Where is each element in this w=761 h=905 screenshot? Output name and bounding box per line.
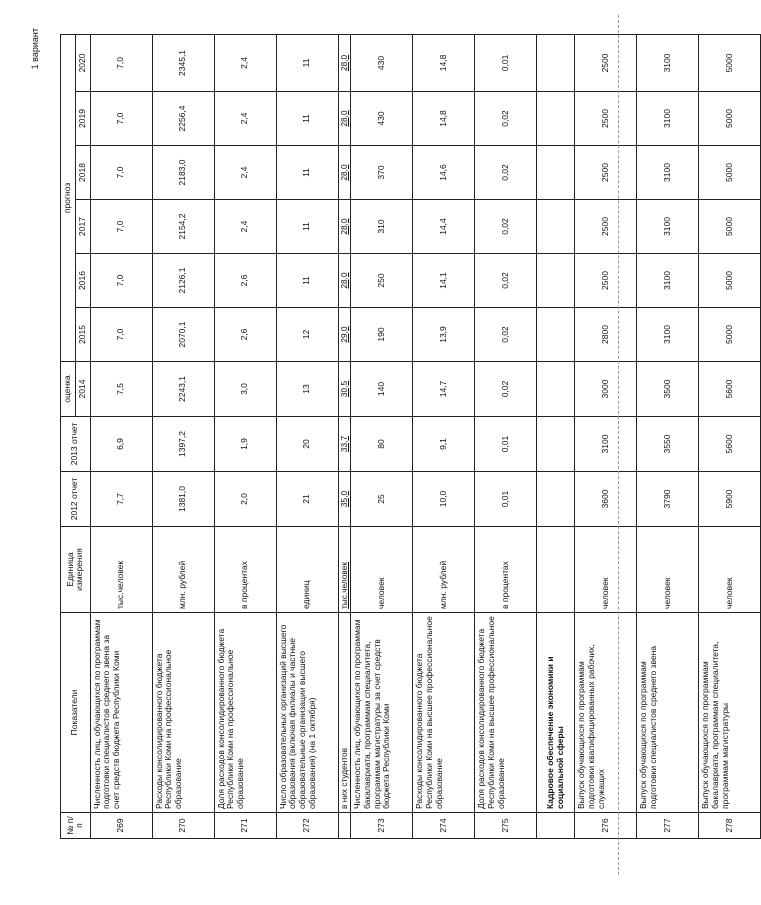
value-cell: 2500 bbox=[575, 254, 637, 308]
value-cell: 2500 bbox=[575, 92, 637, 146]
value-cell: 2,0 bbox=[214, 472, 276, 527]
unit-cell: млн. рублей bbox=[413, 527, 475, 613]
unit-cell: человек bbox=[351, 527, 413, 613]
header-year: 2016 bbox=[75, 254, 90, 308]
value-cell: 2126,1 bbox=[152, 254, 214, 308]
value-cell bbox=[537, 146, 575, 200]
value-cell bbox=[537, 200, 575, 254]
indicator-name: в них студентов bbox=[338, 613, 351, 813]
value-cell: 2500 bbox=[575, 34, 637, 91]
value-cell: 28,0 bbox=[338, 254, 351, 308]
value-cell: 14,6 bbox=[413, 146, 475, 200]
indicator-name: Расходы консолидированного бюджета Республики Коми на профессиональное образование bbox=[152, 613, 214, 813]
value-cell: 13 bbox=[276, 362, 338, 417]
row-number: 272 bbox=[276, 813, 338, 839]
header-unit: Единица измерения bbox=[61, 527, 91, 613]
value-cell: 1,9 bbox=[214, 417, 276, 472]
value-cell: 2,4 bbox=[214, 146, 276, 200]
value-cell: 7,0 bbox=[90, 146, 152, 200]
row-number: 270 bbox=[152, 813, 214, 839]
value-cell: 430 bbox=[351, 92, 413, 146]
value-cell bbox=[537, 417, 575, 472]
value-cell: 20 bbox=[276, 417, 338, 472]
header-year: 2017 bbox=[75, 200, 90, 254]
value-cell: 14,7 bbox=[413, 362, 475, 417]
value-cell: 7,5 bbox=[90, 362, 152, 417]
value-cell: 5000 bbox=[699, 92, 761, 146]
value-cell: 5600 bbox=[699, 417, 761, 472]
row-number: 275 bbox=[475, 813, 537, 839]
value-cell: 0,01 bbox=[475, 472, 537, 527]
value-cell bbox=[537, 472, 575, 527]
table-subrow bbox=[338, 34, 351, 838]
indicator-name: Кадровое обеспечение экономики и социальной сферы bbox=[537, 613, 575, 813]
value-cell: 3000 bbox=[575, 362, 637, 417]
value-cell: 28,0 bbox=[338, 34, 351, 91]
value-cell: 2,4 bbox=[214, 34, 276, 91]
section-row bbox=[537, 34, 575, 838]
value-cell: 13,9 bbox=[413, 308, 475, 362]
header-year: 2020 bbox=[75, 34, 90, 91]
value-cell: 250 bbox=[351, 254, 413, 308]
value-cell: 5000 bbox=[699, 34, 761, 91]
value-cell: 2,4 bbox=[214, 92, 276, 146]
value-cell: 5000 bbox=[699, 308, 761, 362]
value-cell bbox=[537, 34, 575, 91]
value-cell: 2800 bbox=[575, 308, 637, 362]
value-cell: 3100 bbox=[637, 200, 699, 254]
value-cell: 28,0 bbox=[338, 92, 351, 146]
header-indicators: Показатели bbox=[61, 613, 91, 813]
value-cell: 3100 bbox=[637, 92, 699, 146]
value-cell: 5000 bbox=[699, 146, 761, 200]
value-cell: 0,02 bbox=[475, 362, 537, 417]
value-cell: 14,4 bbox=[413, 200, 475, 254]
table-row bbox=[575, 34, 637, 838]
value-cell: 28,0 bbox=[338, 200, 351, 254]
row-number: 276 bbox=[575, 813, 637, 839]
table-row bbox=[637, 34, 699, 838]
value-cell: 1381,0 bbox=[152, 472, 214, 527]
value-cell: 3100 bbox=[637, 254, 699, 308]
unit-cell: млн. рублей bbox=[152, 527, 214, 613]
value-cell: 1397,2 bbox=[152, 417, 214, 472]
row-number bbox=[338, 813, 351, 839]
value-cell: 35,0 bbox=[338, 472, 351, 527]
value-cell: 7,0 bbox=[90, 92, 152, 146]
value-cell: 2,6 bbox=[214, 308, 276, 362]
table-row bbox=[90, 34, 152, 838]
indicator-name: Доля расходов консолидированного бюджета Республики Коми на высшее профессиональное образование bbox=[475, 613, 537, 813]
value-cell: 3100 bbox=[637, 146, 699, 200]
header-year: 2015 bbox=[75, 308, 90, 362]
unit-cell bbox=[537, 527, 575, 613]
row-number: 269 bbox=[90, 813, 152, 839]
table-row bbox=[152, 34, 214, 838]
header-2012: 2012 отчет bbox=[61, 472, 91, 527]
value-cell: 25 bbox=[351, 472, 413, 527]
value-cell: 2256,4 bbox=[152, 92, 214, 146]
value-cell: 3500 bbox=[637, 362, 699, 417]
value-cell: 11 bbox=[276, 146, 338, 200]
value-cell: 310 bbox=[351, 200, 413, 254]
header-2014: 2014 bbox=[75, 362, 90, 417]
value-cell: 2345,1 bbox=[152, 34, 214, 91]
value-cell: 21 bbox=[276, 472, 338, 527]
value-cell: 3,0 bbox=[214, 362, 276, 417]
value-cell: 2,4 bbox=[214, 200, 276, 254]
value-cell: 2,6 bbox=[214, 254, 276, 308]
value-cell: 3100 bbox=[637, 34, 699, 91]
value-cell: 0,01 bbox=[475, 417, 537, 472]
value-cell: 30,5 bbox=[338, 362, 351, 417]
table-row bbox=[351, 34, 413, 838]
value-cell: 33,7 bbox=[338, 417, 351, 472]
value-cell bbox=[537, 254, 575, 308]
value-cell: 2070,1 bbox=[152, 308, 214, 362]
value-cell: 2183,0 bbox=[152, 146, 214, 200]
value-cell: 9,1 bbox=[413, 417, 475, 472]
header-2014-estimate: оценка bbox=[61, 362, 76, 417]
value-cell: 5600 bbox=[699, 362, 761, 417]
unit-cell: единиц bbox=[276, 527, 338, 613]
value-cell: 2154,2 bbox=[152, 200, 214, 254]
table-row bbox=[413, 34, 475, 838]
value-cell: 5000 bbox=[699, 254, 761, 308]
row-number: 277 bbox=[637, 813, 699, 839]
value-cell: 80 bbox=[351, 417, 413, 472]
unit-cell: тыс.человек bbox=[90, 527, 152, 613]
value-cell: 0,01 bbox=[475, 34, 537, 91]
value-cell: 7,0 bbox=[90, 34, 152, 91]
value-cell: 7,0 bbox=[90, 254, 152, 308]
value-cell: 11 bbox=[276, 92, 338, 146]
header-year: 2018 bbox=[75, 146, 90, 200]
unit-cell: человек bbox=[637, 527, 699, 613]
value-cell: 12 bbox=[276, 308, 338, 362]
value-cell: 11 bbox=[276, 254, 338, 308]
value-cell: 430 bbox=[351, 34, 413, 91]
value-cell: 0,02 bbox=[475, 254, 537, 308]
value-cell: 10,0 bbox=[413, 472, 475, 527]
table-row bbox=[214, 34, 276, 838]
unit-cell: тыс.человек bbox=[338, 527, 351, 613]
value-cell bbox=[537, 362, 575, 417]
value-cell: 0,02 bbox=[475, 200, 537, 254]
indicator-name: Численность лиц, обучающихся по программам бакалавриата, программам специалитета, программам магистратуры за счет средств бюджета Республики Коми bbox=[351, 613, 413, 813]
value-cell: 0,02 bbox=[475, 146, 537, 200]
unit-cell: в процентах bbox=[475, 527, 537, 613]
indicator-name: Численность лиц, обучающихся по программам подготовки специалистов среднего звена за счет средств бюджета Республики Коми bbox=[90, 613, 152, 813]
unit-cell: человек bbox=[575, 527, 637, 613]
value-cell: 5000 bbox=[699, 200, 761, 254]
value-cell: 29,0 bbox=[338, 308, 351, 362]
header-num: № п/п bbox=[61, 813, 91, 839]
value-cell: 6,9 bbox=[90, 417, 152, 472]
unit-cell: в процентах bbox=[214, 527, 276, 613]
value-cell: 11 bbox=[276, 34, 338, 91]
value-cell: 7,0 bbox=[90, 200, 152, 254]
table-row bbox=[276, 34, 338, 838]
header-row-top bbox=[61, 34, 76, 838]
value-cell: 3790 bbox=[637, 472, 699, 527]
value-cell: 3100 bbox=[575, 417, 637, 472]
value-cell: 2500 bbox=[575, 146, 637, 200]
value-cell: 28,0 bbox=[338, 146, 351, 200]
value-cell: 0,02 bbox=[475, 92, 537, 146]
value-cell: 14,8 bbox=[413, 34, 475, 91]
header-2013: 2013 отчет bbox=[61, 417, 91, 472]
value-cell: 0,02 bbox=[475, 308, 537, 362]
table-row bbox=[699, 34, 761, 838]
value-cell: 7,7 bbox=[90, 472, 152, 527]
value-cell bbox=[537, 308, 575, 362]
value-cell: 2243,1 bbox=[152, 362, 214, 417]
row-number: 273 bbox=[351, 813, 413, 839]
table-row bbox=[475, 34, 537, 838]
value-cell: 190 bbox=[351, 308, 413, 362]
value-cell: 140 bbox=[351, 362, 413, 417]
row-number: 271 bbox=[214, 813, 276, 839]
row-number: 274 bbox=[413, 813, 475, 839]
value-cell: 14,1 bbox=[413, 254, 475, 308]
indicator-name: Выпуск обучающихся по программам подготовки квалифицированных рабочих, служащих bbox=[575, 613, 637, 813]
value-cell: 5900 bbox=[699, 472, 761, 527]
page-bottom-rule bbox=[618, 15, 619, 875]
value-cell: 2500 bbox=[575, 200, 637, 254]
value-cell: 3100 bbox=[637, 308, 699, 362]
value-cell: 11 bbox=[276, 200, 338, 254]
value-cell: 3600 bbox=[575, 472, 637, 527]
indicator-name: Расходы консолидированного бюджета Республики Коми на высшее профессиональное образование bbox=[413, 613, 475, 813]
variant-label: 1 вариант bbox=[30, 28, 40, 70]
indicator-name: Доля расходов консолидированного бюджета Республики Коми на профессиональное образование bbox=[214, 613, 276, 813]
value-cell: 14,8 bbox=[413, 92, 475, 146]
value-cell bbox=[537, 92, 575, 146]
row-number: 278 bbox=[699, 813, 761, 839]
value-cell: 3550 bbox=[637, 417, 699, 472]
indicator-name: Выпуск обучающихся по программам бакалавриата, программам специалитета, программам магистратуры bbox=[699, 613, 761, 813]
row-number bbox=[537, 813, 575, 839]
header-forecast: прогноз bbox=[61, 34, 76, 361]
indicator-name: Выпуск обучающихся по программам подготовки специалистов среднего звена bbox=[637, 613, 699, 813]
indicators-table bbox=[60, 34, 761, 839]
value-cell: 7,0 bbox=[90, 308, 152, 362]
unit-cell: человек bbox=[699, 527, 761, 613]
indicator-name: Число образовательных организаций высшего образования (включая филиалы и частные образовательные организации высшего образования) (на 1 октября) bbox=[276, 613, 338, 813]
header-year: 2019 bbox=[75, 92, 90, 146]
value-cell: 370 bbox=[351, 146, 413, 200]
